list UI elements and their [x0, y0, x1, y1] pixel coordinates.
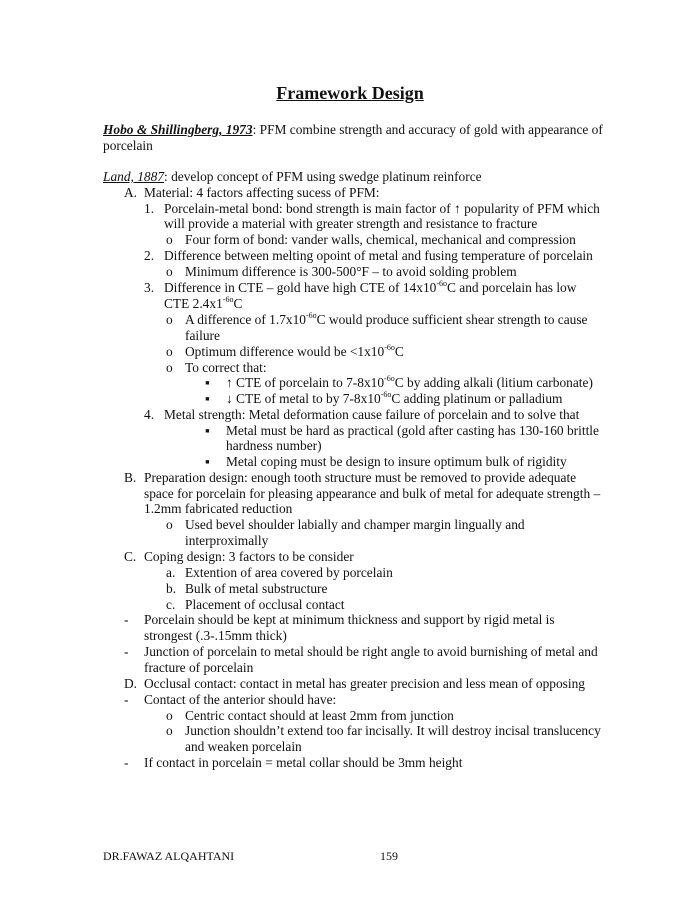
land-paragraph	[103, 169, 482, 185]
square-bullet: ▪	[205, 375, 210, 390]
section-b-line-1: Preparation design: enough tooth structure must be removed to provide adequate	[144, 470, 577, 485]
item-3-line-2-a: CTE 2.4x1	[164, 296, 223, 311]
section-d-dash-1: Contact of the anterior should have:	[144, 692, 337, 707]
citation-land: Land, 1887	[103, 169, 165, 184]
item-3-sub-2	[185, 344, 404, 360]
list-item: Placement of occlusal contact	[185, 597, 345, 612]
exponent: -6o	[384, 373, 395, 383]
section-a-marker: A.	[124, 185, 138, 200]
item-3-sub-1-a: A difference of 1.7x10	[185, 312, 306, 327]
section-b-sub-1-line-2: interproximally	[185, 533, 269, 548]
square-bullet: ▪	[205, 454, 210, 469]
section-c-label: Coping design: 3 factors to be consider	[144, 549, 354, 564]
section-d-sub-2-line-2: and weaken porcelain	[185, 739, 302, 754]
item-4-line-1: Metal strength: Metal deformation cause failure of porcelain and to solve that	[164, 407, 580, 422]
section-d-sub-2-line-1: Junction shouldn’t extend too far incisally. It will destroy incisal translucency	[185, 723, 601, 738]
item-3-bullet-2	[226, 391, 562, 407]
circle-bullet: o	[166, 360, 173, 375]
item-4-bullet-1-line-1: Metal must be hard as practical (gold after casting has 130-160 brittle	[226, 423, 599, 438]
circle-bullet: o	[166, 312, 173, 327]
square-bullet: ▪	[205, 391, 210, 406]
item-4-bullet-2: Metal coping must be design to insure optimum bulk of rigidity	[226, 454, 567, 469]
item-2-marker: 2.	[144, 248, 155, 263]
item-2-sub-1: Minimum difference is 300-500°F – to avoid solding problem	[185, 264, 517, 279]
exponent: -6o	[380, 389, 392, 399]
circle-bullet: o	[166, 344, 173, 359]
hobo-text-1: : PFM combine strength and accuracy of gold with appearance of	[252, 122, 603, 137]
section-b-line-2: space for porcelain for pleasing appearance and bulk of metal for adequate strength –	[144, 486, 601, 501]
circle-bullet: o	[166, 264, 173, 279]
circle-bullet: o	[166, 232, 173, 247]
section-c-dash-1-line-1: Porcelain should be kept at minimum thickness and support by rigid metal is	[144, 612, 555, 627]
list-item-marker: b.	[166, 581, 177, 596]
section-d-label: Occlusal contact: contact in metal has greater precision and less mean of opposing	[144, 676, 585, 691]
item-3-bullet-2-b: C adding platinum or palladium	[391, 391, 563, 406]
dash-bullet: -	[124, 644, 129, 659]
exponent: -6o	[436, 278, 448, 288]
exponent: -6o	[222, 294, 234, 304]
exponent: -6o	[384, 342, 395, 352]
citation-hobo: Hobo & Shillingberg, 1973	[103, 122, 253, 137]
list-item-marker: c.	[166, 597, 176, 612]
circle-bullet: o	[166, 708, 173, 723]
item-4-bullet-1-line-2: hardness number)	[226, 438, 322, 453]
dash-bullet: -	[124, 755, 129, 770]
dash-bullet: -	[124, 692, 129, 707]
item-3-line-1	[164, 280, 576, 296]
circle-bullet: o	[166, 517, 173, 532]
section-c-dash-1-line-2: strongest (.3-.15mm thick)	[144, 628, 287, 643]
item-3-line-2	[164, 296, 242, 312]
section-c-marker: C.	[124, 549, 137, 564]
page-title: Framework Design	[276, 83, 424, 103]
item-4-marker: 4.	[144, 407, 155, 422]
list-item: Bulk of metal substructure	[185, 581, 328, 596]
section-b-sub-1-line-1: Used bevel shoulder labially and champer margin lingually and	[185, 517, 525, 532]
item-3-sub-2-b: C	[394, 344, 404, 359]
item-3-line-1-b: C and porcelain has low	[447, 280, 577, 295]
item-3-bullet-1	[226, 375, 593, 391]
hobo-paragraph-line-2: porcelain	[103, 138, 153, 153]
item-2-line-1: Difference between melting opoint of metal and fusing temperature of porcelain	[164, 248, 593, 263]
item-3-sub-1-line-2: failure	[185, 328, 220, 343]
item-3-line-2-b: C	[233, 296, 243, 311]
section-d-marker: D.	[124, 676, 138, 691]
item-3-sub-1-b: C would produce sufficient shear strength to cause	[316, 312, 588, 327]
section-a-label: Material: 4 factors affecting sucess of PFM:	[144, 185, 380, 200]
section-c-dash-2-line-1: Junction of porcelain to metal should be right angle to avoid burnishing of metal and	[144, 644, 598, 659]
list-item-marker: a.	[166, 565, 176, 580]
circle-bullet: o	[166, 723, 173, 738]
item-3-bullet-2-a: ↓ CTE of metal to by 7-8x10	[226, 391, 381, 406]
item-3-sub-1-line-1	[185, 312, 588, 328]
section-d-dash-2: If contact in porcelain = metal collar should be 3mm height	[144, 755, 463, 770]
section-b-line-3: 1.2mm fabricated reduction	[144, 501, 293, 516]
section-c-dash-2-line-2: fracture of porcelain	[144, 660, 254, 675]
item-1-line-1: Porcelain-metal bond: bond strength is main factor of ↑ popularity of PFM which	[164, 201, 600, 216]
exponent: -6o	[305, 310, 317, 320]
land-text: : develop concept of PFM using swedge platinum reinforce	[164, 169, 482, 184]
item-1-sub-1: Four form of bond: vander walls, chemical, mechanical and compression	[185, 232, 576, 247]
item-1-line-2: will provide a material with greater strength and resistance to fracture	[164, 216, 538, 231]
hobo-paragraph-line-1	[103, 122, 603, 138]
section-d-sub-1: Centric contact should at least 2mm from junction	[185, 708, 454, 723]
item-1-marker: 1.	[144, 201, 155, 216]
footer-author: DR.FAWAZ ALQAHTANI	[103, 849, 235, 863]
dash-bullet: -	[124, 612, 129, 627]
item-3-bullet-1-b: C by adding alkali (litium carbonate)	[394, 375, 593, 390]
item-3-marker: 3.	[144, 280, 155, 295]
section-b-marker: B.	[124, 470, 137, 485]
page-number: 159	[380, 849, 398, 863]
item-3-sub-2-a: Optimum difference would be <1x10	[185, 344, 385, 359]
item-3-bullet-1-a: ↑ CTE of porcelain to 7-8x10	[226, 375, 385, 390]
list-item: Extention of area covered by porcelain	[185, 565, 393, 580]
item-3-sub-3: To correct that:	[185, 360, 267, 375]
square-bullet: ▪	[205, 423, 210, 438]
item-3-line-1-a: Difference in CTE – gold have high CTE of 14x10	[164, 280, 437, 295]
